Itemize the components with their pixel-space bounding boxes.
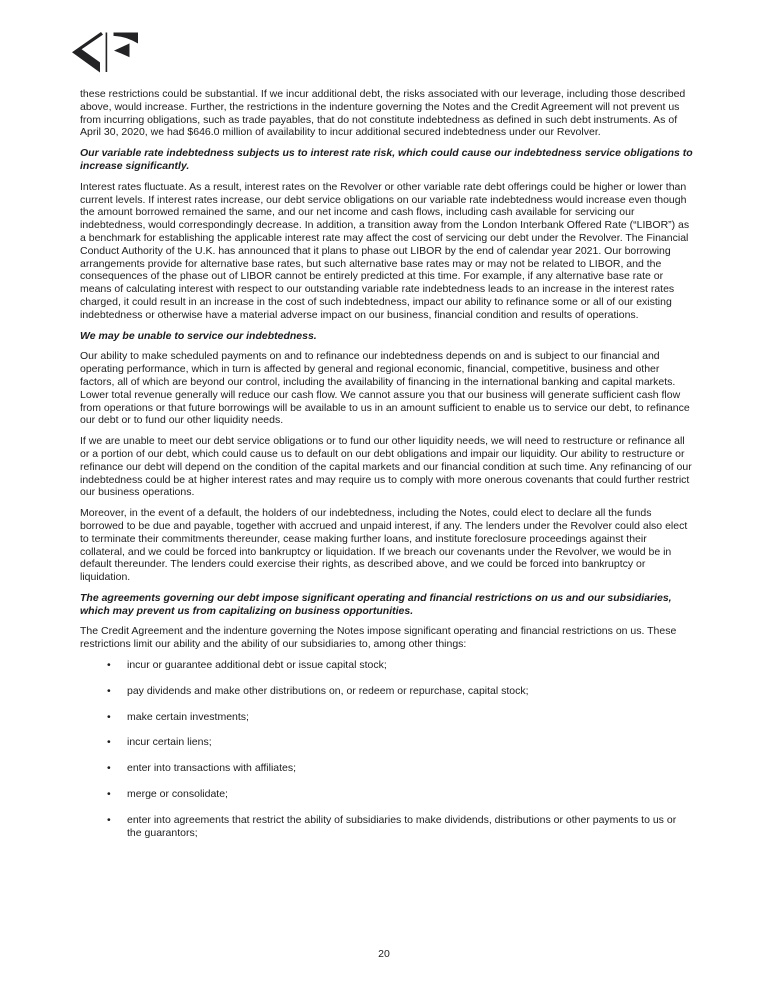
heading-unable-to-service-debt: We may be unable to service our indebtedness. bbox=[80, 329, 317, 342]
paragraph-restrictions-substantial: these restrictions could be substantial. If we incur additional debt, the risks associated with our leverage, including those described above, would increase. Further, the restrictions in the indenture governing the Notes and the Credit Agreement will not prevent us from incurring obligations, such as trade payables, that do not constitute indebtedness as defined in such debt instruments. As of April 30, 2020, we had $646.0 million of availability to incur additional secured indebtedness under our Revolver. bbox=[80, 88, 686, 139]
bullet-marker: • bbox=[107, 659, 111, 672]
bullet-marker: • bbox=[107, 736, 111, 749]
list-item bbox=[80, 762, 693, 775]
list-item bbox=[80, 711, 693, 724]
paragraph-credit-agreement-indenture: The Credit Agreement and the indenture governing the Notes impose significant operating and financial restrictions on us. These restrictions limit our ability and the ability of our subsidiaries to, among other things: bbox=[80, 625, 677, 651]
list-item-text: pay dividends and make other distributions on, or redeem or repurchase, capital stock; bbox=[127, 684, 529, 697]
heading-debt-agreements-restrictions: The agreements governing our debt impose significant operating and financial restrictions on us and our subsidiaries, which may prevent us from capitalizing on business opportunities. bbox=[80, 591, 672, 617]
paragraph-interest-rates-libor: Interest rates fluctuate. As a result, interest rates on the Revolver or other variable rate debt offerings could be higher or lower than current levels. If interest rates increase, our debt service obligations on our variable rate indebtedness would increase even though the amount borrowed remained the same, and our net income and cash flows, including cash available for servicing our indebtedness, would correspondingly decrease. In addition, a transition away from the London Interbank Offered Rate (“LIBOR”) as a benchmark for establishing the applicable interest rate may affect the cost of servicing our debt under the Revolver. The Financial Conduct Authority of the U.K. has announced that it plans to phase out LIBOR by the end of calendar year 2021. Our borrowing arrangements provide for alternative base rates, but such alternative base rates may or may not be related to LIBOR, and the consequences of the phase out of LIBOR cannot be entirely predicted at this time. For example, if any alternative base rate or means of calculating interest with respect to our outstanding variable rate indebtedness leads to an increase in the interest rates charged, it could result in an increase in the cost of such indebtedness, impact our ability to refinance some or all of our existing indebtedness or otherwise have a material adverse impact on our business, financial condition and results of operations. bbox=[80, 180, 690, 321]
bullet-marker: • bbox=[107, 684, 111, 697]
restrictions-list bbox=[80, 659, 693, 839]
bullet-marker: • bbox=[107, 788, 111, 801]
list-item bbox=[80, 659, 693, 672]
list-item-text: enter into transactions with affiliates; bbox=[127, 762, 297, 775]
kf-monogram-icon bbox=[72, 32, 138, 73]
list-item bbox=[80, 788, 693, 801]
korn-ferry-logo bbox=[72, 32, 138, 73]
page-number: 20 bbox=[378, 948, 390, 960]
list-item bbox=[80, 814, 693, 840]
list-item-text: enter into agreements that restrict the ability of subsidiaries to make dividends, distributions or other payments to us or the guarantors; bbox=[127, 813, 677, 839]
heading-variable-rate-risk: Our variable rate indebtedness subjects us to interest rate risk, which could cause our indebtedness service obligations to increase significantly. bbox=[80, 147, 693, 172]
list-item bbox=[80, 736, 693, 749]
bullet-marker: • bbox=[107, 813, 111, 826]
paragraph-scheduled-payments: Our ability to make scheduled payments on and to refinance our indebtedness depends on and is subject to our financial and operating performance, which in turn is affected by general and regional economic, financial, competitive, business and other factors, all of which are beyond our control, including the availability of financing in the international banking and capital markets. Lower total revenue generally will reduce our cash flow. We cannot assure you that our business will generate sufficient cash flow from operations or that future borrowings will be available to us in an amount sufficient to enable us to service our debt, to refinance our debt or to fund our other liquidity needs. bbox=[80, 350, 690, 427]
paragraph-restructure-refinance: If we are unable to meet our debt service obligations or to fund our other liquidity needs, we will need to restructure or refinance all or a portion of our debt, which could cause us to default on our debt obligations and impair our liquidity. Our ability to restructure or refinance our debt will depend on the condition of the capital markets and our financial condition at such time. Any refinancing of our indebtedness could be at higher interest rates and may require us to comply with more onerous covenants that could further restrict our business operations. bbox=[80, 435, 692, 499]
bullet-marker: • bbox=[107, 710, 111, 723]
list-item-text: incur or guarantee additional debt or issue capital stock; bbox=[127, 659, 387, 672]
bullet-marker: • bbox=[107, 762, 111, 775]
paragraph-default-consequences: Moreover, in the event of a default, the holders of our indebtedness, including the Notes, could elect to declare all the funds borrowed to be due and payable, together with accrued and unpaid interest, if any. The lenders under the Revolver could also elect to terminate their commitments thereunder, cease making further loans, and institute foreclosure proceedings against their collateral, and we could be forced into bankruptcy or liquidation. If we breach our covenants under the Revolver, we would be in default thereunder. The lenders could exercise their rights, as described above, and we could be forced into bankruptcy or liquidation. bbox=[80, 507, 688, 584]
list-item-text: make certain investments; bbox=[127, 710, 249, 723]
list-item-text: incur certain liens; bbox=[127, 736, 212, 749]
document-body bbox=[80, 88, 693, 852]
list-item-text: merge or consolidate; bbox=[127, 788, 228, 801]
list-item bbox=[80, 685, 693, 698]
